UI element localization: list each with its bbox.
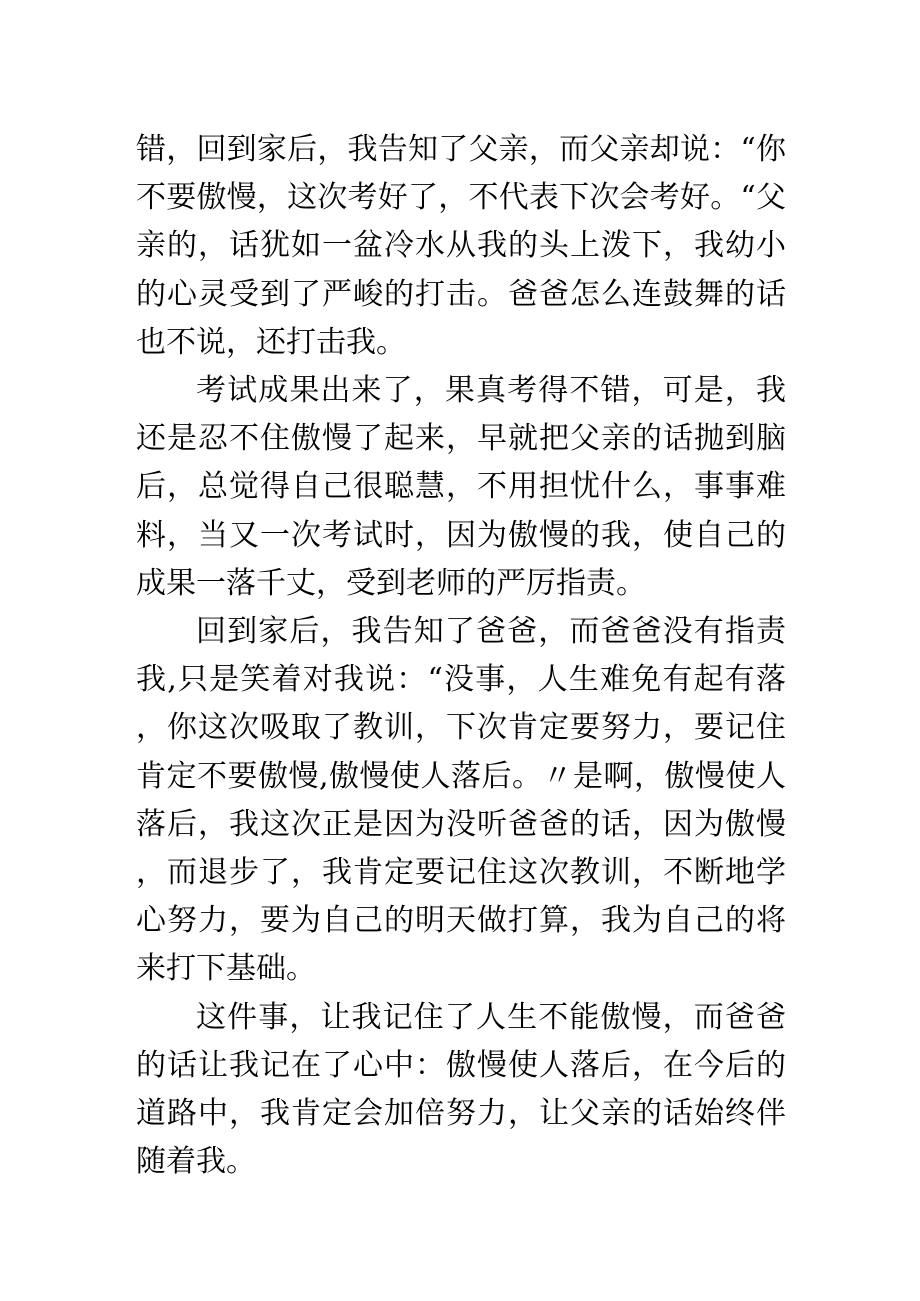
paragraph-3: 回到家后，我告知了爸爸，而爸爸没有指责我,只是笑着对我说：“没事，人生难免有起有落，你这次吸取了教训，下次肯定要努力，要记住肯定不要傲慢,傲慢使人落后。〃是啊，傲慢使人落后，我这次正是因为没听爸爸的话，因为傲慢，而退步了，我肯定要记住这次教训，不断地学心努力，要为自己的明天做打算，我为自己的将来打下基础。	[136, 614, 786, 987]
paragraph-4: 这件事，让我记住了人生不能傲慢，而爸爸的话让我记在了心中：傲慢使人落后，在今后的道路中，我肯定会加倍努力，让父亲的话始终伴随着我。	[136, 999, 786, 1180]
document-body	[136, 126, 786, 1186]
paragraph-2: 考试成果出来了，果真考得不错，可是，我还是忍不住傲慢了起来，早就把父亲的话抛到脑后，总觉得自己很聪慧，不用担忧什么，事事难料，当又一次考试时，因为傲慢的我，使自己的成果一落千丈，受到老师的严厉指责。	[136, 373, 786, 601]
paragraph-1: 错，回到家后，我告知了父亲，而父亲却说：“你不要傲慢，这次考好了，不代表下次会考好。“父亲的，话犹如一盆冷水从我的头上泼下，我幼小的心灵受到了严峻的打击。爸爸怎么连鼓舞的话也不说，还打击我。	[136, 132, 786, 360]
